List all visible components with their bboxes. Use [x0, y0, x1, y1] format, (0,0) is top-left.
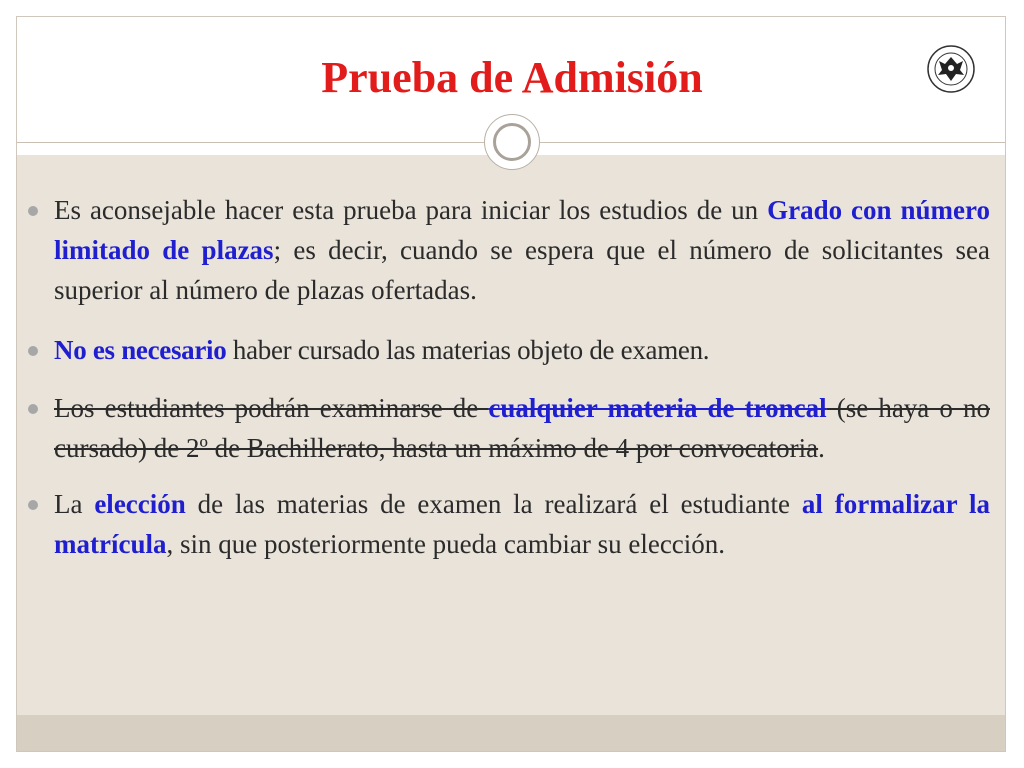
bullet-list — [28, 190, 990, 564]
bullet-dot-icon — [28, 500, 38, 510]
bullet-item — [28, 484, 990, 564]
bullet-text: No es necesario haber cursado las materias objeto de examen. — [54, 335, 710, 365]
bullet-text: La elección de las materias de examen la realizará el estudiante al formalizar la matrícula, sin que posteriormente pueda cambiar su elección. — [54, 489, 991, 559]
university-seal-icon — [926, 44, 976, 94]
bullet-item — [28, 388, 990, 468]
decorative-ring-icon — [484, 114, 540, 170]
bullet-item — [28, 190, 990, 310]
bullet-text: Es aconsejable hacer esta prueba para iniciar los estudios de un Grado con número limitado de plazas; es decir, cuando se espera que el número de solicitantes sea superior al número de plazas ofertadas. — [54, 195, 990, 305]
slide-footer-bar — [17, 715, 1005, 751]
bullet-dot-icon — [28, 206, 38, 216]
bullet-dot-icon — [28, 404, 38, 414]
bullet-dot-icon — [28, 346, 38, 356]
slide-title: Prueba de Admisión — [321, 53, 703, 102]
bullet-item — [28, 330, 990, 370]
bullet-text: Los estudiantes podrán examinarse de cualquier materia de troncal (se haya o no cursado) de 2º de Bachillerato, hasta un máximo de 4 por convocatoria. — [54, 393, 990, 463]
